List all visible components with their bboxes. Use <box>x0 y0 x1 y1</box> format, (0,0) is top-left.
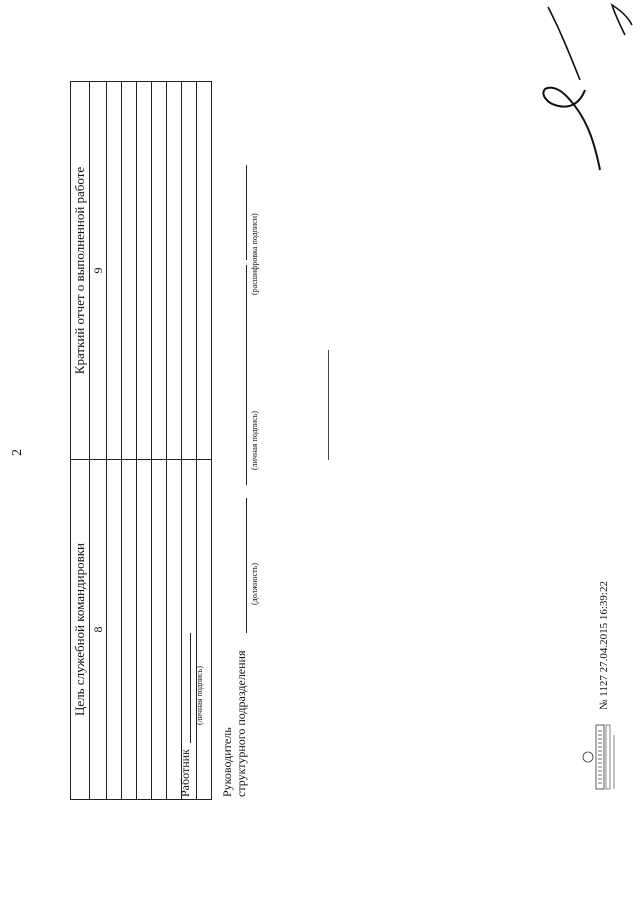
table-row <box>152 82 167 800</box>
signature-decoding-line <box>246 165 247 260</box>
handwritten-signature-icon <box>540 0 640 175</box>
page-number: 2 <box>10 449 25 456</box>
head-label-line1: Руководитель <box>220 727 234 797</box>
personal-signature-caption: (личная подпись) <box>250 410 259 470</box>
header-report: Краткий отчет о выполненной работе <box>71 82 90 460</box>
registration-stamp: № 1127 27.04.2015 16:39:22 <box>598 581 610 710</box>
signature-stroke-line <box>328 350 329 460</box>
employee-label: Работник <box>178 749 192 797</box>
position-line <box>246 498 247 633</box>
position-caption: (должность) <box>250 563 259 605</box>
signature-decoding-caption: (расшифровка подписи) <box>250 213 259 295</box>
head-label-line2: структурного подразделения <box>234 650 248 797</box>
electronic-stamp-icon <box>578 719 626 795</box>
table-header-row <box>71 82 90 800</box>
employee-signature-line <box>190 633 191 743</box>
column-number-8: 8 <box>90 460 107 800</box>
column-number-9: 9 <box>90 82 107 460</box>
header-purpose: Цель служебной командировки <box>71 460 90 800</box>
table-row <box>107 82 122 800</box>
table-row <box>122 82 137 800</box>
table-number-row <box>90 82 107 800</box>
table-row <box>137 82 152 800</box>
table-row <box>167 82 182 800</box>
personal-signature-line <box>246 265 247 485</box>
employee-signature-caption: (личная подпись) <box>195 665 204 725</box>
